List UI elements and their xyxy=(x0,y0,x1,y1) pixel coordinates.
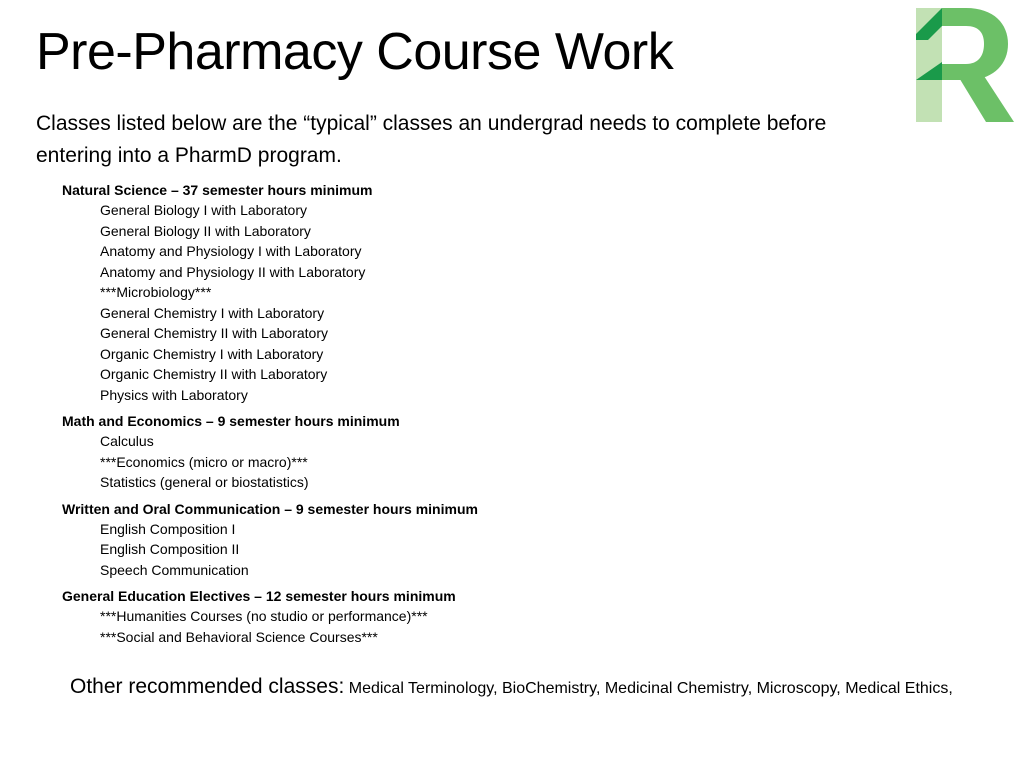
section-heading: Math and Economics – 9 semester hours minimum xyxy=(62,413,400,429)
course-item: ***Microbiology*** xyxy=(100,284,212,300)
course-item: General Biology II with Laboratory xyxy=(100,222,311,239)
R-logo-icon xyxy=(914,6,1016,124)
course-item: ***Humanities Courses (no studio or performance)*** xyxy=(100,608,428,624)
section-heading: Written and Oral Communication – 9 semester hours minimum xyxy=(62,500,478,517)
other-recommended-label: Other recommended classes: xyxy=(70,675,345,698)
course-item: ***Social and Behavioral Science Courses*** xyxy=(100,628,378,645)
course-list xyxy=(62,431,762,493)
course-item: Organic Chemistry I with Laboratory xyxy=(100,345,324,362)
other-recommended-text: Medical Terminology, BioChemistry, Medicinal Chemistry, Microscopy, Medical Ethics, xyxy=(348,680,953,697)
section-gen-ed-electives xyxy=(62,586,762,647)
logo-leg xyxy=(958,76,1014,122)
course-item: General Chemistry II with Laboratory xyxy=(100,325,328,341)
course-item: English Composition I xyxy=(100,520,236,537)
section-communication xyxy=(62,499,762,581)
course-item: Anatomy and Physiology I with Laboratory xyxy=(100,243,362,259)
section-heading: Natural Science – 37 semester hours minimum xyxy=(62,182,373,198)
section-math-economics xyxy=(62,411,762,493)
course-item: General Chemistry I with Laboratory xyxy=(100,304,325,321)
course-item: ***Economics (micro or macro)*** xyxy=(100,453,308,470)
section-natural-science xyxy=(62,180,762,405)
section-heading: General Education Electives – 12 semester hours minimum xyxy=(62,588,456,604)
course-item: Physics with Laboratory xyxy=(100,386,248,403)
course-item: Anatomy and Physiology II with Laboratory xyxy=(100,263,366,280)
course-list xyxy=(62,606,762,647)
course-item: Calculus xyxy=(100,433,154,449)
course-item: Statistics (general or biostatistics) xyxy=(100,474,309,490)
slide-subtitle: Classes listed below are the “typical” classes an undergrad needs to complete before entering into a PharmD program. xyxy=(36,112,827,167)
course-sections xyxy=(62,180,762,653)
slide-title: Pre-Pharmacy Course Work xyxy=(36,23,674,81)
other-recommended xyxy=(70,674,970,702)
course-list xyxy=(62,519,762,581)
course-item: General Biology I with Laboratory xyxy=(100,202,307,218)
course-item: Speech Communication xyxy=(100,561,249,578)
course-item: Organic Chemistry II with Laboratory xyxy=(100,366,328,382)
course-list xyxy=(62,200,762,405)
course-item: English Composition II xyxy=(100,541,240,557)
